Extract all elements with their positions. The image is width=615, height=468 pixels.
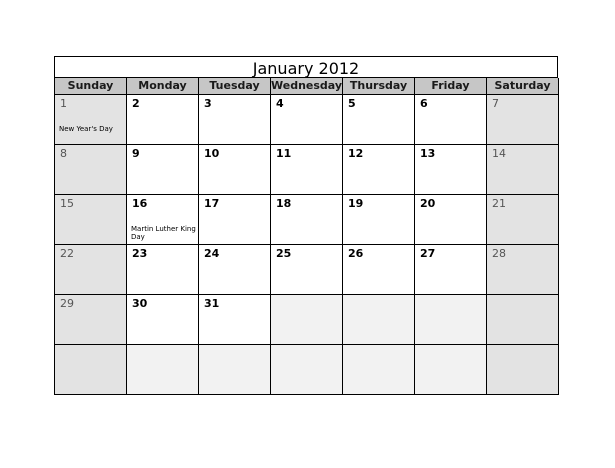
empty-day-cell[interactable] xyxy=(487,345,559,395)
day-number: 2 xyxy=(132,97,140,110)
weekday-thursday: Thursday xyxy=(343,78,415,95)
day-number: 22 xyxy=(60,247,74,260)
day-cell[interactable] xyxy=(199,295,271,345)
day-number: 16 xyxy=(132,197,148,210)
holiday-label: Martin Luther King Day xyxy=(131,225,196,241)
day-cell[interactable] xyxy=(271,145,343,195)
calendar xyxy=(54,56,558,395)
weekday-friday: Friday xyxy=(415,78,487,95)
weekday-wednesday: Wednesday xyxy=(271,78,343,95)
day-number: 20 xyxy=(420,197,436,210)
empty-day-cell[interactable] xyxy=(199,345,271,395)
day-number: 7 xyxy=(492,97,499,110)
day-cell[interactable] xyxy=(55,95,127,145)
day-number: 23 xyxy=(132,247,148,260)
day-cell[interactable] xyxy=(415,145,487,195)
day-cell[interactable] xyxy=(127,295,199,345)
day-cell[interactable] xyxy=(487,195,559,245)
calendar-title: January 2012 xyxy=(55,57,558,78)
empty-day-cell[interactable] xyxy=(343,345,415,395)
day-cell[interactable] xyxy=(343,245,415,295)
day-number: 8 xyxy=(60,147,67,160)
weekday-saturday: Saturday xyxy=(487,78,559,95)
day-cell[interactable] xyxy=(127,245,199,295)
day-number: 14 xyxy=(492,147,506,160)
day-number: 25 xyxy=(276,247,292,260)
day-number: 4 xyxy=(276,97,284,110)
day-number: 29 xyxy=(60,297,74,310)
day-cell[interactable] xyxy=(199,95,271,145)
day-number: 12 xyxy=(348,147,364,160)
weekday-header-row xyxy=(55,78,558,95)
weekday-tuesday: Tuesday xyxy=(199,78,271,95)
empty-day-cell[interactable] xyxy=(487,295,559,345)
day-number: 5 xyxy=(348,97,356,110)
day-number: 19 xyxy=(348,197,364,210)
day-number: 1 xyxy=(60,97,67,110)
empty-day-cell[interactable] xyxy=(271,295,343,345)
day-number: 17 xyxy=(204,197,220,210)
day-cell[interactable] xyxy=(271,195,343,245)
day-cell[interactable] xyxy=(199,145,271,195)
day-cell[interactable] xyxy=(199,245,271,295)
empty-day-cell[interactable] xyxy=(415,345,487,395)
day-cell[interactable] xyxy=(199,195,271,245)
day-number: 21 xyxy=(492,197,506,210)
day-number: 18 xyxy=(276,197,292,210)
empty-day-cell[interactable] xyxy=(343,295,415,345)
day-cell[interactable] xyxy=(487,95,559,145)
day-cell[interactable] xyxy=(415,95,487,145)
holiday-label: New Year's Day xyxy=(59,125,113,133)
day-number: 6 xyxy=(420,97,428,110)
day-cell[interactable] xyxy=(343,95,415,145)
empty-day-cell[interactable] xyxy=(127,345,199,395)
day-cell[interactable] xyxy=(127,195,199,245)
day-cell[interactable] xyxy=(271,95,343,145)
empty-day-cell[interactable] xyxy=(415,295,487,345)
day-cell[interactable] xyxy=(127,95,199,145)
day-cell[interactable] xyxy=(55,245,127,295)
day-cell[interactable] xyxy=(271,245,343,295)
day-number: 13 xyxy=(420,147,436,160)
day-number: 3 xyxy=(204,97,212,110)
day-number: 9 xyxy=(132,147,140,160)
day-number: 28 xyxy=(492,247,506,260)
calendar-grid xyxy=(55,95,558,395)
weekday-monday: Monday xyxy=(127,78,199,95)
day-number: 27 xyxy=(420,247,436,260)
day-number: 24 xyxy=(204,247,220,260)
day-cell[interactable] xyxy=(55,145,127,195)
day-cell[interactable] xyxy=(55,195,127,245)
day-cell[interactable] xyxy=(343,195,415,245)
day-number: 31 xyxy=(204,297,220,310)
day-number: 30 xyxy=(132,297,148,310)
day-cell[interactable] xyxy=(343,145,415,195)
day-cell[interactable] xyxy=(55,295,127,345)
day-number: 26 xyxy=(348,247,364,260)
day-number: 15 xyxy=(60,197,74,210)
day-number: 11 xyxy=(276,147,292,160)
empty-day-cell[interactable] xyxy=(271,345,343,395)
weekday-sunday: Sunday xyxy=(55,78,127,95)
day-cell[interactable] xyxy=(487,145,559,195)
empty-day-cell[interactable] xyxy=(55,345,127,395)
day-number: 10 xyxy=(204,147,220,160)
day-cell[interactable] xyxy=(487,245,559,295)
day-cell[interactable] xyxy=(127,145,199,195)
day-cell[interactable] xyxy=(415,245,487,295)
day-cell[interactable] xyxy=(415,195,487,245)
